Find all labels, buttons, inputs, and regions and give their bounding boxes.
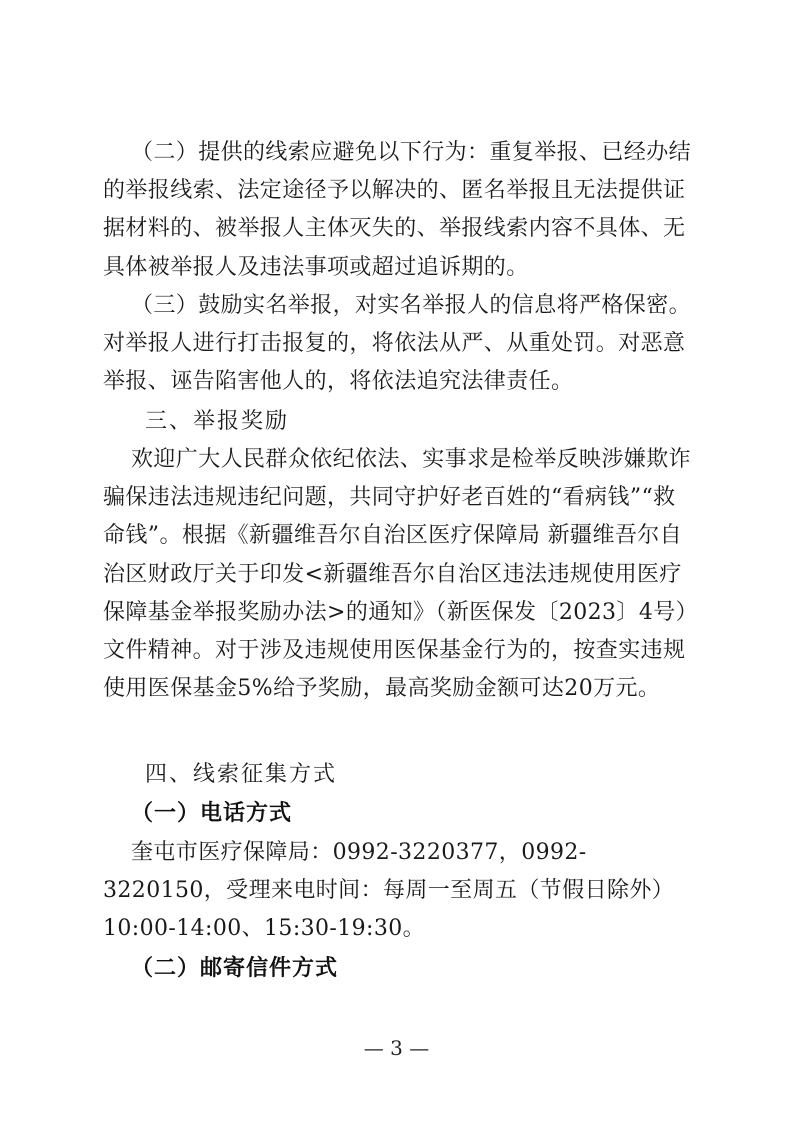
subheading-mail-method: （二）邮寄信件方式 <box>131 956 339 981</box>
paragraph-avoid-behaviors-text: （二）提供的线索应避免以下行为：重复举报、已经办结的举报线索、法定途径予以解决的、匿名举报且无法提供证据材料的、被举报人主体灭失的、举报线索内容不具体、无具体被举报人及违法事项或超过追诉期的。 <box>103 140 692 280</box>
paragraph-real-name-report <box>103 287 693 402</box>
page-number: — 3 — <box>363 1036 430 1060</box>
paragraph-avoid-behaviors <box>103 134 693 287</box>
paragraph-phone-details <box>103 834 693 949</box>
paragraph-phone-details-text: 奎屯市医疗保障局：0992-3220377，0992-3220150，受理来电时间：每周一至周五（节假日除外）10:00-14:00、15:30-19:30。 <box>103 840 675 942</box>
paragraph-rewards <box>103 441 693 708</box>
subheading-phone-method: （一）电话方式 <box>131 801 293 826</box>
paragraph-rewards-text: 欢迎广大人民群众依纪依法、实事求是检举反映涉嫌欺诈骗保违法违规违纪问题，共同守护好老百姓的“看病钱”“救命钱”。根据《新疆维吾尔自治区医疗保障局 新疆维吾尔自治区财政厅关于印发<新疆维吾尔自治区违法违规使用医疗保障基金举报奖励办法>的通知》（新医保发〔2023〕4号）文件精神。对于涉及违规使用医保基金行为的，按查实违规使用医保基金5%给予奖励，最高奖励金额可达20万元。 <box>103 447 692 702</box>
section-heading-collection-methods: 四、线索征集方式 <box>145 762 338 787</box>
section-heading-rewards: 三、举报奖励 <box>145 409 290 434</box>
paragraph-real-name-report-text: （三）鼓励实名举报，对实名举报人的信息将严格保密。对举报人进行打击报复的，将依法从严、从重处罚。对恶意举报、诬告陷害他人的，将依法追究法律责任。 <box>103 293 692 395</box>
